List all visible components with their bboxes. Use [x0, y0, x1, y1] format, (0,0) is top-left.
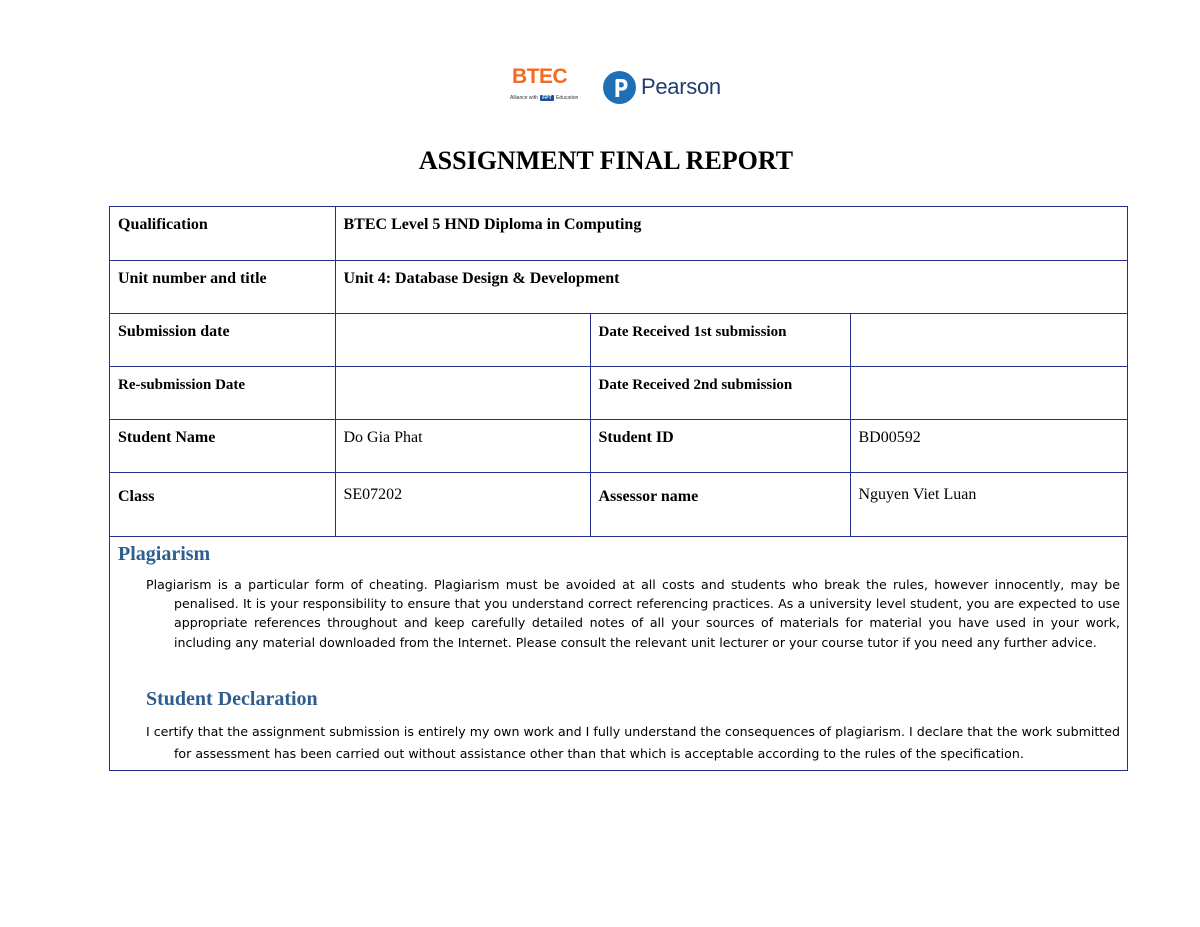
student-declaration-text: I certify that the assignment submission is entirely my own work and I fully understand the consequences of plagiarism. I declare that the work submitted for assessment has been carried out without assistance other than that which is acceptable according to the rules of the specification.	[146, 724, 1120, 761]
header-logos	[508, 62, 723, 112]
btec-logo	[508, 62, 584, 112]
resubmission-date-label: Re-submission Date	[110, 366, 335, 419]
unit-value: Unit 4: Database Design & Development	[335, 260, 1127, 313]
class-value: SE07202	[335, 472, 590, 536]
btec-tagline-suffix: Education	[556, 95, 579, 101]
report-frame	[109, 206, 1128, 771]
assessor-value: Nguyen Viet Luan	[850, 472, 1127, 536]
submission-date-value	[335, 313, 590, 366]
pearson-logo	[603, 71, 723, 107]
date-received-1-label: Date Received 1st submission	[590, 313, 850, 366]
student-name-value: Do Gia Phat	[335, 419, 590, 472]
date-received-1-value	[850, 313, 1127, 366]
table-row	[110, 313, 1127, 366]
table-row	[110, 472, 1127, 536]
pearson-wordmark: Pearson	[641, 74, 721, 99]
declaration-section	[110, 536, 1127, 770]
btec-tagline-prefix: Alliance with	[510, 95, 538, 101]
assignment-info-table	[110, 207, 1127, 537]
plagiarism-text: Plagiarism is a particular form of cheating. Plagiarism must be avoided at all costs and students who break the rules, however innocently, may be penalised. It is your responsibility to ensure that you understand correct referencing practices. As a university level student, you are expected to use appropriate references throughout and keep carefully detailed notes of all your sources of materials for material you have used in your work, including any material downloaded from the Internet. Please consult the relevant unit lecturer or your course tutor if you need any further advice.	[146, 577, 1120, 650]
student-id-label: Student ID	[590, 419, 850, 472]
date-received-2-value	[850, 366, 1127, 419]
table-row	[110, 419, 1127, 472]
btec-tagline	[510, 95, 578, 101]
pearson-p-icon	[603, 71, 636, 104]
assessor-label: Assessor name	[590, 472, 850, 536]
table-row	[110, 366, 1127, 419]
student-name-label: Student Name	[110, 419, 335, 472]
class-label: Class	[110, 472, 335, 536]
btec-wordmark: BTEC	[512, 65, 568, 88]
table-row	[110, 260, 1127, 313]
submission-date-label: Submission date	[110, 313, 335, 366]
unit-label: Unit number and title	[110, 260, 335, 313]
qualification-value: BTEC Level 5 HND Diploma in Computing	[335, 207, 1127, 260]
qualification-label: Qualification	[110, 207, 335, 260]
student-declaration-heading: Student Declaration	[146, 688, 318, 710]
plagiarism-heading: Plagiarism	[118, 543, 211, 565]
student-id-value: BD00592	[850, 419, 1127, 472]
fpt-badge: FPT	[542, 95, 552, 101]
resubmission-date-value	[335, 366, 590, 419]
date-received-2-label: Date Received 2nd submission	[590, 366, 850, 419]
table-row	[110, 207, 1127, 260]
page-title: ASSIGNMENT FINAL REPORT	[418, 146, 794, 175]
